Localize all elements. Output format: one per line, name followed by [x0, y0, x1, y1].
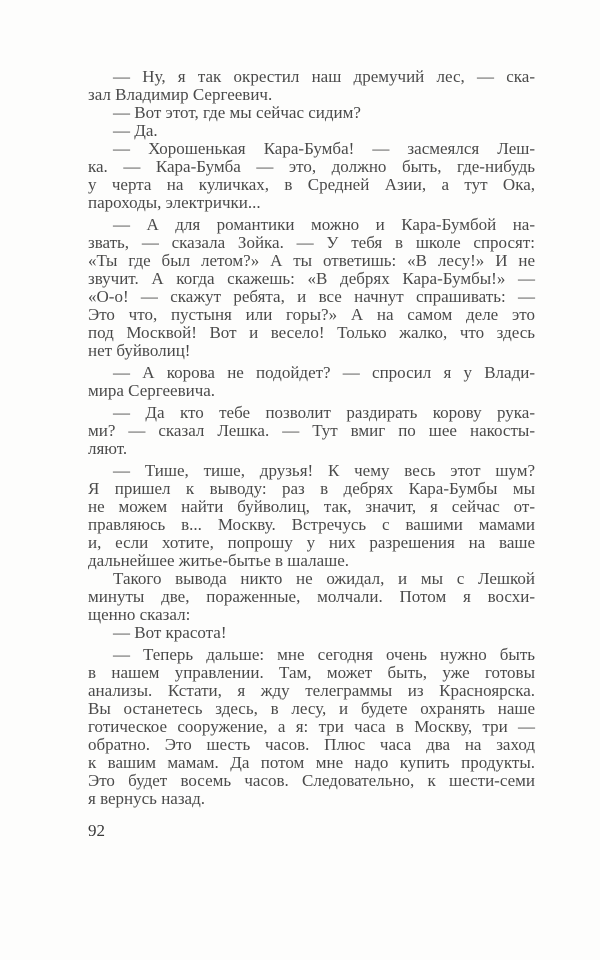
text-line: — Вот этот, где мы сейчас сидим? [113, 103, 361, 122]
page-number: 92 [88, 821, 105, 840]
text-line: — А для романтики можно и Кара-Бумбой на- [113, 215, 535, 234]
text-line: не можем найти буйволиц, так, значит, я сейчас от- [88, 497, 535, 516]
text-line: Это будет восемь часов. Следовательно, к шести-семи [88, 771, 535, 790]
text-line: готическое сооружение, а я: три часа в Москву, три — [88, 717, 535, 736]
text-line: — Ну, я так окрестил наш дремучий лес, — ска- [113, 67, 535, 86]
text-line: — Теперь дальше: мне сегодня очень нужно быть [113, 645, 535, 664]
text-line: в нашем управлении. Там, может быть, уже готовы [88, 663, 535, 682]
text-line: звать, — сказала Зойка. — У тебя в школе спросят: [88, 233, 535, 252]
text-line: зал Владимир Сергеевич. [88, 85, 273, 104]
text-line: Я пришел к выводу: раз в дебрях Кара-Бумбы мы [88, 479, 535, 498]
text-line: анализы. Кстати, я жду телеграммы из Красноярска. [88, 681, 535, 700]
text-line: — Вот красота! [113, 623, 227, 642]
text-line: — Да кто тебе позволит раздирать корову рука- [113, 403, 535, 422]
text-line: ми? — сказал Лешка. — Тут вмиг по шее накосты- [88, 421, 535, 440]
text-line: — Тише, тише, друзья! К чему весь этот шум? [113, 461, 535, 480]
text-line: и, если хотите, попрошу у них разрешения на ваше [88, 533, 535, 552]
text-line: минуты две, пораженные, молчали. Потом я восхи- [88, 587, 535, 606]
text-line: мира Сергеевича. [88, 381, 216, 400]
text-line: пароходы, электрички... [88, 193, 261, 212]
text-line: Это что, пустыня или горы?» А на самом деле это [88, 305, 535, 324]
text-line: щенно сказал: [88, 605, 191, 624]
text-line: я вернусь назад. [88, 789, 205, 808]
text-line: «Ты где был летом?» А ты ответишь: «В лесу!» И не [88, 251, 535, 270]
text-line: дальнейшее житье-бытье в шалаше. [88, 551, 350, 570]
text-line: Вы останетесь здесь, в лесу, и будете охранять наше [88, 699, 535, 718]
text-line: звучит. А когда скажешь: «В дебрях Кара-Бумбы!» — [88, 269, 535, 288]
text-line: правляюсь в... Москву. Встречусь с вашими мамами [88, 515, 535, 534]
text-line: к вашим мамам. Да потом мне надо купить продукты. [88, 753, 535, 772]
text-line: ляют. [88, 439, 128, 458]
text-line: ка. — Кара-Бумба — это, должно быть, где-нибудь [88, 157, 535, 176]
text-line: обратно. Это шесть часов. Плюс часа два на заход [88, 735, 535, 754]
text-line: под Москвой! Вот и весело! Только жалко, что здесь [88, 323, 535, 342]
text-line: Такого вывода никто не ожидал, и мы с Лешкой [113, 569, 535, 588]
text-line: у черта на куличках, в Средней Азии, а тут Ока, [88, 175, 535, 194]
text-line: — А корова не подойдет? — спросил я у Влади- [113, 363, 535, 382]
text-line: нет буйволиц! [88, 341, 191, 360]
text-line: — Хорошенькая Кара-Бумба! — засмеялся Леш- [113, 139, 535, 158]
text-line: «О-о! — скажут ребята, и все начнут спрашивать: — [88, 287, 535, 306]
text-line: — Да. [113, 121, 158, 140]
